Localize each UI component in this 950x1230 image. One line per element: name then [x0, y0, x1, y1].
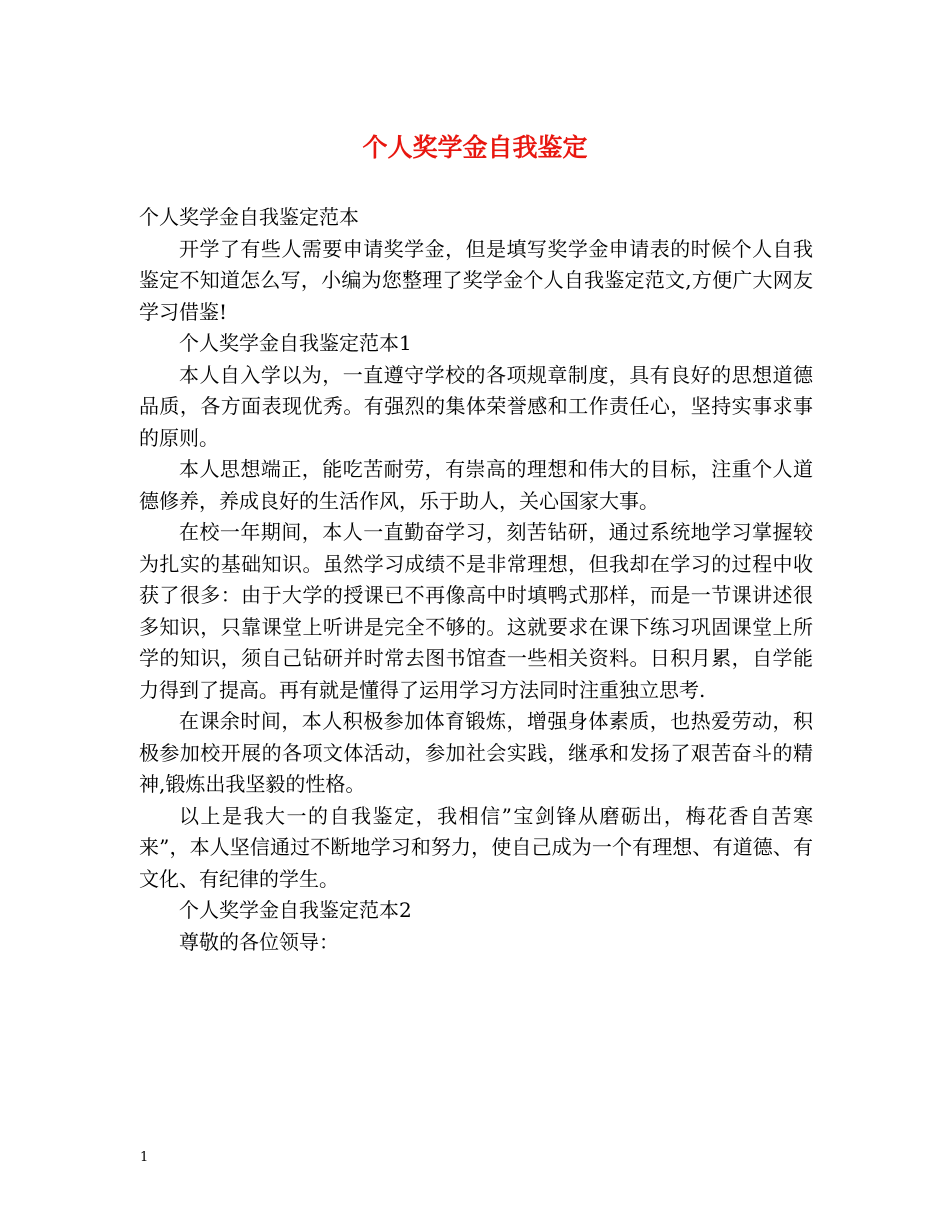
paragraph: 在校一年期间，本人一直勤奋学习，刻苦钻研，通过系统地学习掌握较为扎实的基础知识。虽然学习成绩不是非常理想，但我却在学习的过程中收获了很多：由于大学的授课已不再像高中时填鸭式那样，而是一节课讲述很多知识，只靠课堂上听讲是完全不够的。这就要求在课下练习巩固课堂上所学的知识，须自己钻研并时常去图书馆查一些相关资料。日积月累，自学能力得到了提高。再有就是懂得了运用学习方法同时注重独立思考. [139, 520, 813, 702]
paragraph-intro: 开学了有些人需要申请奖学金，但是填写奖学金申请表的时候个人自我鉴定不知道怎么写，小编为您整理了奖学金个人自我鉴定范文,方便广大网友学习借鉴! [139, 236, 813, 324]
paragraph: 本人自入学以为，一直遵守学校的各项规章制度，具有良好的思想道德品质，各方面表现优秀。有强烈的集体荣誉感和工作责任心，坚持实事求事的原则。 [139, 362, 813, 450]
section-heading-2: 个人奖学金自我鉴定范本2 [179, 898, 412, 922]
page-number: 1 [140, 1150, 149, 1165]
paragraph-subtitle: 个人奖学金自我鉴定范本 [139, 205, 359, 229]
salutation: 尊敬的各位领导： [179, 929, 339, 954]
document-body [139, 202, 813, 958]
paragraph: 在课余时间，本人积极参加体育锻炼，增强身体素质，也热爱劳动，积极参加校开展的各项文体活动，参加社会实践，继承和发扬了艰苦奋斗的精神,锻炼出我坚毅的性格。 [139, 709, 813, 796]
paragraph: 以上是我大一的自我鉴定，我相信”宝剑锋从磨砺出，梅花香自苦寒来”，本人坚信通过不断地学习和努力，使自己成为一个有理想、有道德、有文化、有纪律的学生。 [139, 803, 813, 891]
document-title: 个人奖学金自我鉴定 [362, 133, 588, 162]
paragraph: 本人思想端正，能吃苦耐劳，有崇高的理想和伟大的目标，注重个人道德修养，养成良好的生活作风，乐于助人，关心国家大事。 [139, 457, 813, 513]
section-heading-1: 个人奖学金自我鉴定范本1 [179, 331, 412, 355]
